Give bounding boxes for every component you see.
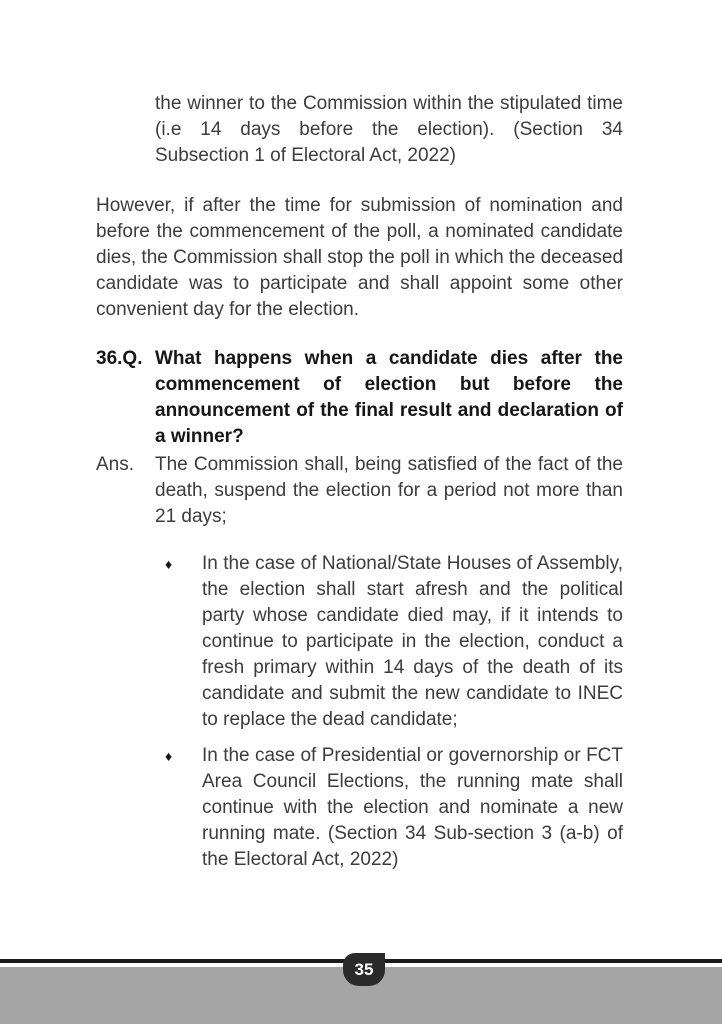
page-number: 35 (354, 959, 374, 979)
body-paragraph: However, if after the time for submission of nomination and before the commencement of the poll, a nominated candidate dies, the Commission shall stop the poll in which the deceased candidate was to participate and shall appoint some other convenient day for the election. (96, 195, 624, 320)
bullet-text: In the case of Presidential or governorship or FCT Area Council Elections, the running mate shall continue with the election and nominate a new running mate. (Section 34 Sub-section 3 (a-b) of the Electoral Act, 2022) (202, 745, 623, 870)
bullet-list (165, 551, 623, 873)
answer-block (96, 452, 623, 530)
page-content (96, 91, 623, 873)
diamond-bullet-icon: ♦ (165, 748, 173, 764)
answer-label: Ans. (96, 454, 135, 475)
diamond-bullet-icon: ♦ (165, 556, 173, 572)
answer-text: The Commission shall, being satisfied of the fact of the death, suspend the election for a period not more than 21 days; (155, 454, 623, 527)
question-block (96, 346, 623, 450)
question-number: 36.Q. (96, 348, 143, 369)
continuation-paragraph: the winner to the Commission within the stipulated time (i.e 14 days before the election). (Section 34 Subsection 1 of Electoral Act, 2022) (155, 93, 623, 166)
question-text: What happens when a candidate dies after the commencement of election but before the announcement of the final result and declaration of a winner? (155, 348, 623, 447)
bullet-item (165, 743, 623, 873)
bullet-text: In the case of National/State Houses of Assembly, the election shall start afresh and the political party whose candidate died may, if it intends to continue to participate in the election, conduct a fresh primary within 14 days of the death of its candidate and submit the new candidate to INEC to replace the dead candidate; (202, 553, 623, 730)
bullet-item (165, 551, 623, 733)
page-number-badge (343, 953, 385, 986)
